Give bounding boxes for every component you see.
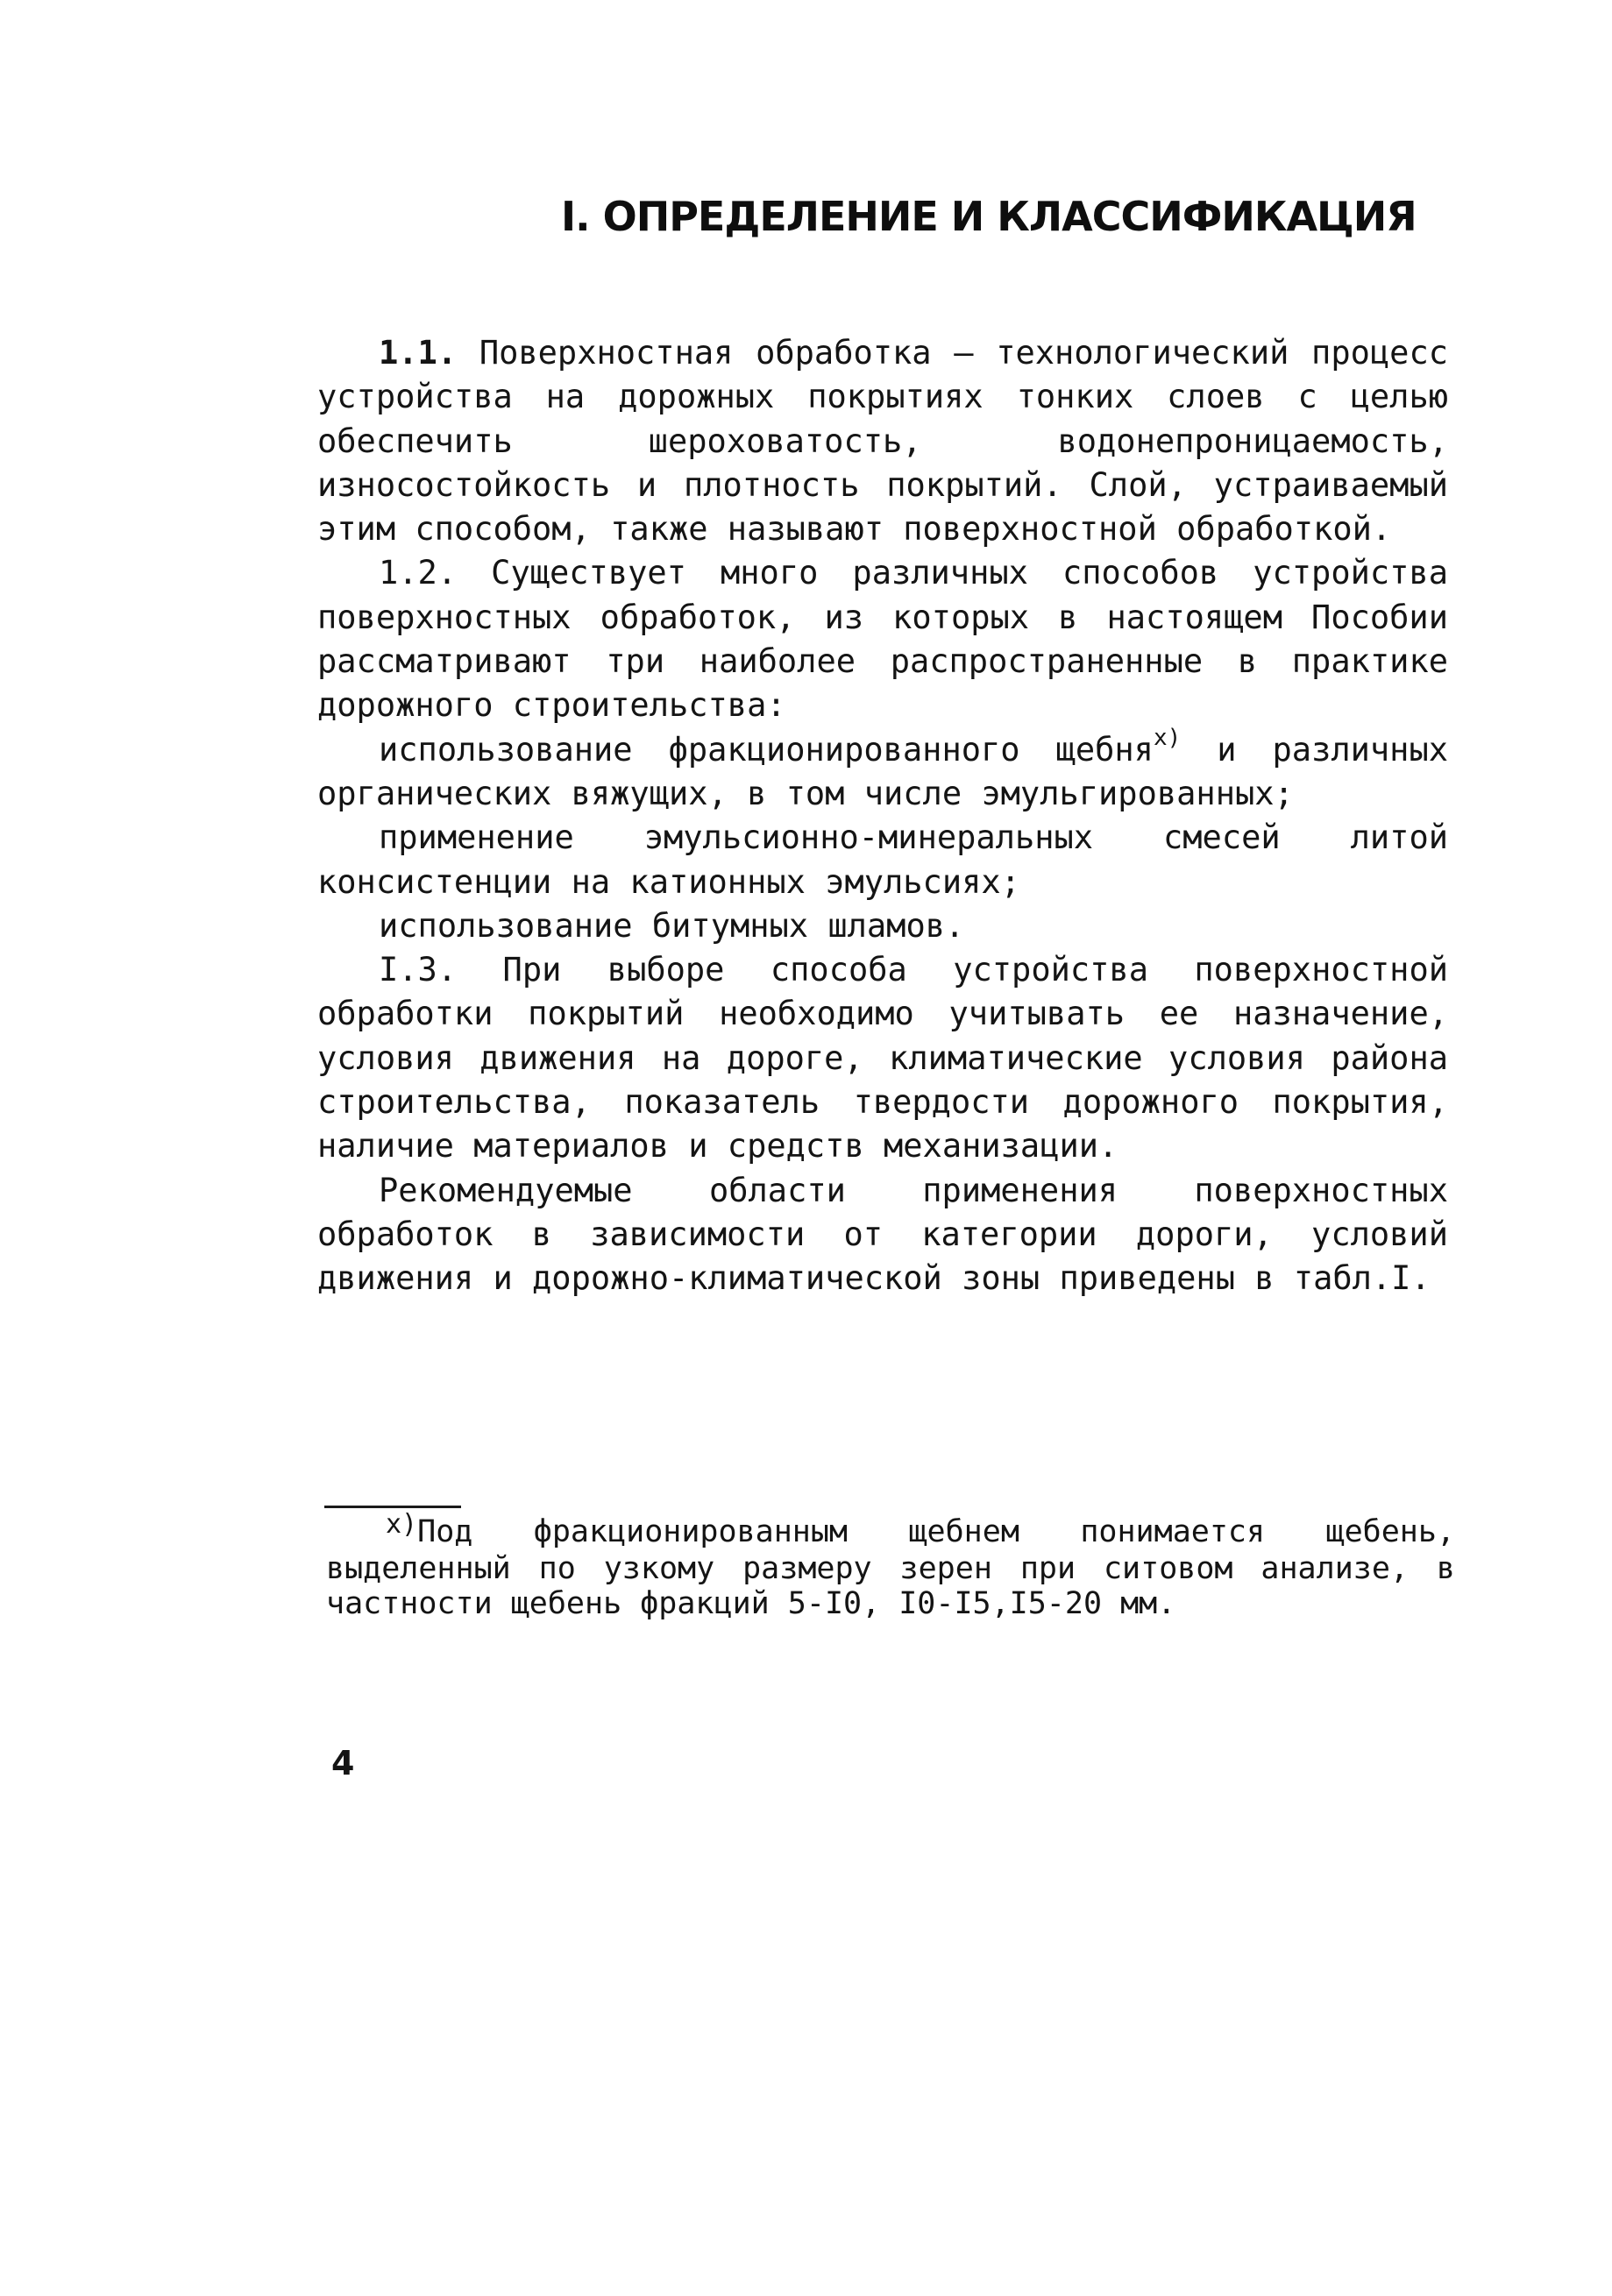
paragraph-1-2: [317, 551, 1448, 727]
footnote-text: Под фракционированным щебнем понимается щебень, выделенный по узкому размеру зерен при ситовом анализе, в частности щебень фракций 5-I0, I0-I5,I5-20 мм.: [326, 1514, 1455, 1621]
footnote-divider: [324, 1506, 461, 1508]
list-item-2: [317, 816, 1448, 904]
list-item-1-text-b: и различных органических вяжущих, в том числе эмульгированных;: [317, 730, 1449, 812]
clause-number-1-1: 1.1.: [379, 334, 458, 372]
clause-number-1-3: I.3.: [379, 951, 458, 989]
list-item-2-text: применение эмульсионно-минеральных смесей литой консистенции на катионных эмульсиях;: [317, 818, 1448, 901]
page-number: 4: [331, 1744, 355, 1782]
list-item-1-text-a: использование фракционированного щебня: [379, 730, 1154, 769]
clause-number-1-2: 1.2.: [379, 554, 458, 592]
section-heading: I. ОПРЕДЕЛЕНИЕ И КЛАССИФИКАЦИЯ: [561, 193, 1417, 240]
footnote: [326, 1509, 1455, 1621]
footnote-marker: x): [386, 1509, 418, 1540]
clause-text-1-2: Существует много различных способов устройства поверхностных обработок, из которых в настоящем Пособии рассматривают три наиболее распространенные в практике дорожного строительства:: [317, 554, 1448, 725]
paragraph-1-3: [317, 948, 1448, 1168]
footnote-reference: x): [1153, 724, 1182, 751]
list-item-3: [317, 904, 1448, 948]
paragraph-1-3-continued: [317, 1169, 1448, 1301]
body-text: [317, 331, 1448, 1301]
clause-text-1-3-continued: Рекомендуемые области применения поверхностных обработок в зависимости от категории дороги, условий движения и дорожно-климатической зоны приведены в табл.I.: [317, 1171, 1448, 1298]
paragraph-1-1: [317, 331, 1448, 551]
clause-text-1-3: При выборе способа устройства поверхностной обработки покрытий необходимо учитывать ее назначение, условия движения на дороге, климатические условия района строительства, показатель твердости дорожного покрытия, наличие материалов и средств механизации.: [317, 951, 1448, 1166]
list-item-1: [317, 724, 1449, 817]
list-item-3-text: использование битумных шламов.: [379, 906, 965, 945]
clause-text-1-1: Поверхностная обработка – технологический процесс устройства на дорожных покрытиях тонких слоев с целью обеспечить шероховатость, водонепроницаемость, износостойкость и плотность покрытий. Слой, устраиваемый этим способом, также называют поверхностной обработкой.: [317, 334, 1448, 549]
